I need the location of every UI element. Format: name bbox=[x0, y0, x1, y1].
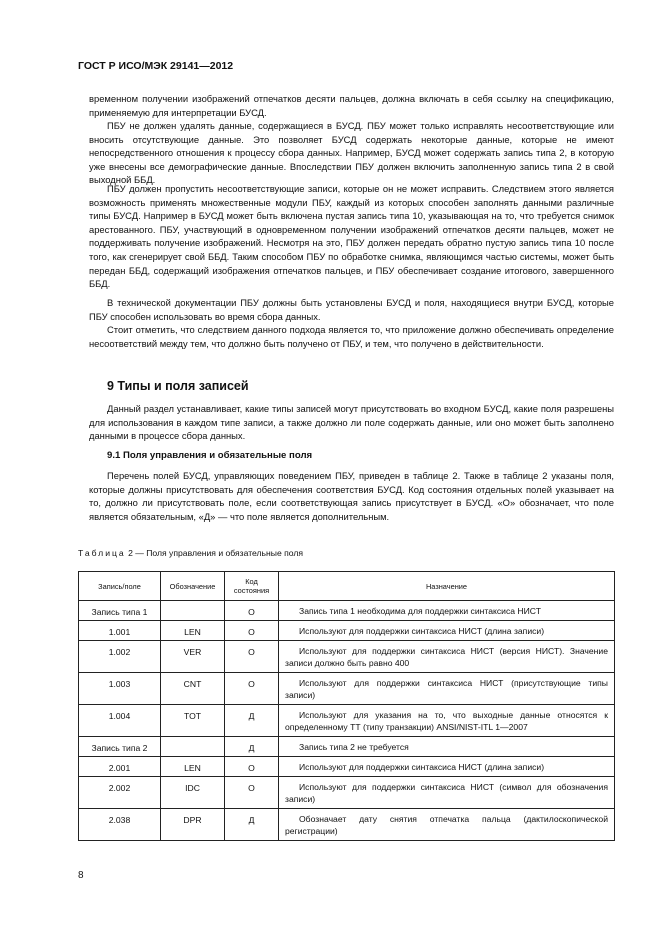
column-header-field: Запись/поле bbox=[79, 572, 161, 601]
page-number: 8 bbox=[78, 870, 84, 881]
cell-code: Д bbox=[225, 737, 279, 757]
table-header-row bbox=[79, 572, 615, 601]
cell-purpose-text: Используют для поддержки синтаксиса НИСТ (длина записи) bbox=[299, 626, 545, 636]
cell-purpose bbox=[279, 737, 615, 757]
paragraph: Стоит отметить, что следствием данного подхода является то, что приложение должно обеспечивать определение несоответствий между тем, что должно быть получено от ПБУ, и тем, что получено в действительности. bbox=[89, 324, 614, 349]
section-intro: Данный раздел устанавливает, какие типы записей могут присутствовать во входном БУСД, какие поля разрешены для использования в каждом типе записи, а также должно ли поле содержать данные, или оно может быть заполнено данными в процессе сбора данных. bbox=[89, 403, 614, 442]
cell-code: О bbox=[225, 673, 279, 705]
cell-field: 1.004 bbox=[79, 705, 161, 737]
table-row bbox=[79, 777, 615, 809]
cell-name bbox=[161, 601, 225, 621]
cell-field: 2.002 bbox=[79, 777, 161, 809]
column-header-code: Код состояния bbox=[225, 572, 279, 601]
cell-purpose bbox=[279, 641, 615, 673]
cell-purpose-text: Запись типа 1 необходима для поддержки синтаксиса НИСТ bbox=[299, 606, 541, 616]
paragraph: В технической документации ПБУ должны быть установлены БУСД и поля, находящиеся внутри БУСД, которые ПБУ способен использовать во время сбора данных. bbox=[89, 297, 614, 322]
cell-code: О bbox=[225, 601, 279, 621]
section-title: 9 Типы и поля записей bbox=[107, 379, 249, 393]
cell-code: О bbox=[225, 777, 279, 809]
cell-field: 2.001 bbox=[79, 757, 161, 777]
cell-field: 2.038 bbox=[79, 809, 161, 841]
cell-code: О bbox=[225, 757, 279, 777]
table-caption-prefix: Таблица bbox=[78, 548, 126, 558]
cell-purpose bbox=[279, 705, 615, 737]
cell-purpose bbox=[279, 601, 615, 621]
cell-name: TOT bbox=[161, 705, 225, 737]
cell-code: О bbox=[225, 641, 279, 673]
table-row bbox=[79, 641, 615, 673]
cell-field: Запись типа 1 bbox=[79, 601, 161, 621]
cell-code: Д bbox=[225, 705, 279, 737]
cell-purpose-text: Используют для поддержки синтаксиса НИСТ (версия НИСТ). Значение записи должно быть равно 400 bbox=[285, 646, 608, 668]
table-row bbox=[79, 621, 615, 641]
table-row bbox=[79, 809, 615, 841]
paragraph: ПБУ должен пропустить несоответствующие записи, которые он не может исправить. Следствием этого является возможность применять множественные модули ПБУ, каждый из которых способен заполнять данными различные типы БУСД. Например в БУСД может быть включена пустая запись типа 10, указывающая на то, что требуется снимок арестованного. ПБУ, участвующий в одновременном получении изображений отпечатков десяти пальцев, может не поддерживать получение изображений. Несмотря на это, ПБУ должен передать обратно пустую запись типа 10 после того, как сгенерирует свой ББД. Таким способом ПБУ по обработке снимка, являющимся частью системы, может быть передан ББД, содержащий изображения отпечатков пальцев, и ПБУ обеспечивает создание итогового, завершенного ББД. bbox=[89, 183, 614, 290]
control-fields-table bbox=[78, 571, 615, 841]
cell-name bbox=[161, 737, 225, 757]
cell-name: DPR bbox=[161, 809, 225, 841]
table-row bbox=[79, 673, 615, 705]
table-caption bbox=[78, 548, 303, 558]
paragraph-continuation: временном получении изображений отпечатков десяти пальцев, должна включать в себя ссылку на спецификацию, применяемую для интерпретации БУСД. bbox=[89, 93, 614, 118]
cell-purpose bbox=[279, 621, 615, 641]
cell-purpose-text: Используют для поддержки синтаксиса НИСТ (символ для обозначения записи) bbox=[285, 782, 608, 804]
cell-purpose bbox=[279, 809, 615, 841]
cell-field: 1.002 bbox=[79, 641, 161, 673]
column-header-name: Обозначение bbox=[161, 572, 225, 601]
cell-purpose-text: Обозначает дату снятия отпечатка пальца (дактилоскопической регистрации) bbox=[285, 814, 608, 836]
cell-purpose-text: Используют для поддержки синтаксиса НИСТ (длина записи) bbox=[299, 762, 545, 772]
cell-purpose-text: Используют для поддержки синтаксиса НИСТ (присутствующие типы записи) bbox=[285, 678, 608, 700]
subsection-title: 9.1 Поля управления и обязательные поля bbox=[107, 450, 313, 461]
table-caption-title: 2 — Поля управления и обязательные поля bbox=[125, 548, 304, 558]
table-row bbox=[79, 601, 615, 621]
column-header-purpose: Назначение bbox=[279, 572, 615, 601]
cell-name: IDC bbox=[161, 777, 225, 809]
cell-purpose-text: Запись типа 2 не требуется bbox=[299, 742, 409, 752]
table-row bbox=[79, 737, 615, 757]
cell-code: Д bbox=[225, 809, 279, 841]
cell-purpose bbox=[279, 757, 615, 777]
cell-field: Запись типа 2 bbox=[79, 737, 161, 757]
document-header: ГОСТ Р ИСО/МЭК 29141—2012 bbox=[78, 60, 234, 72]
cell-purpose-text: Используют для указания на то, что выходные данные относятся к определенному ТТ (типу транзакции) ANSI/NIST-ITL 1—2007 bbox=[285, 710, 608, 732]
cell-name: VER bbox=[161, 641, 225, 673]
cell-name: LEN bbox=[161, 757, 225, 777]
table-row bbox=[79, 705, 615, 737]
paragraph: ПБУ не должен удалять данные, содержащиеся в БУСД. ПБУ может только исправлять несоответствующие или вносить отсутствующие данные. Это позволяет БУСД содержать некоторые данные, которые не имеют непосредственного отношения к процессу сбора данных. Например, БУСД может содержать запись типа 2, в которую уже внесены все демографические данные. Впоследствии ПБУ должен включить заполненную запись типа 2 в свой выходной ББД. bbox=[89, 120, 614, 186]
cell-purpose bbox=[279, 777, 615, 809]
subsection-text: Перечень полей БУСД, управляющих поведением ПБУ, приведен в таблице 2. Также в таблице 2 указаны поля, которые должны присутствовать для обеспечения соответствия БУСД. Код состояния отдельных полей указывает на то, должно ли присутствовать поле, если соответствующая запись присутствует в БУСД. «О» обозначает, что поле является обязательным, «Д» — что поле является дополнительным. bbox=[89, 470, 614, 522]
cell-name: CNT bbox=[161, 673, 225, 705]
table-row bbox=[79, 757, 615, 777]
cell-field: 1.003 bbox=[79, 673, 161, 705]
cell-field: 1.001 bbox=[79, 621, 161, 641]
cell-name: LEN bbox=[161, 621, 225, 641]
cell-purpose bbox=[279, 673, 615, 705]
cell-code: О bbox=[225, 621, 279, 641]
